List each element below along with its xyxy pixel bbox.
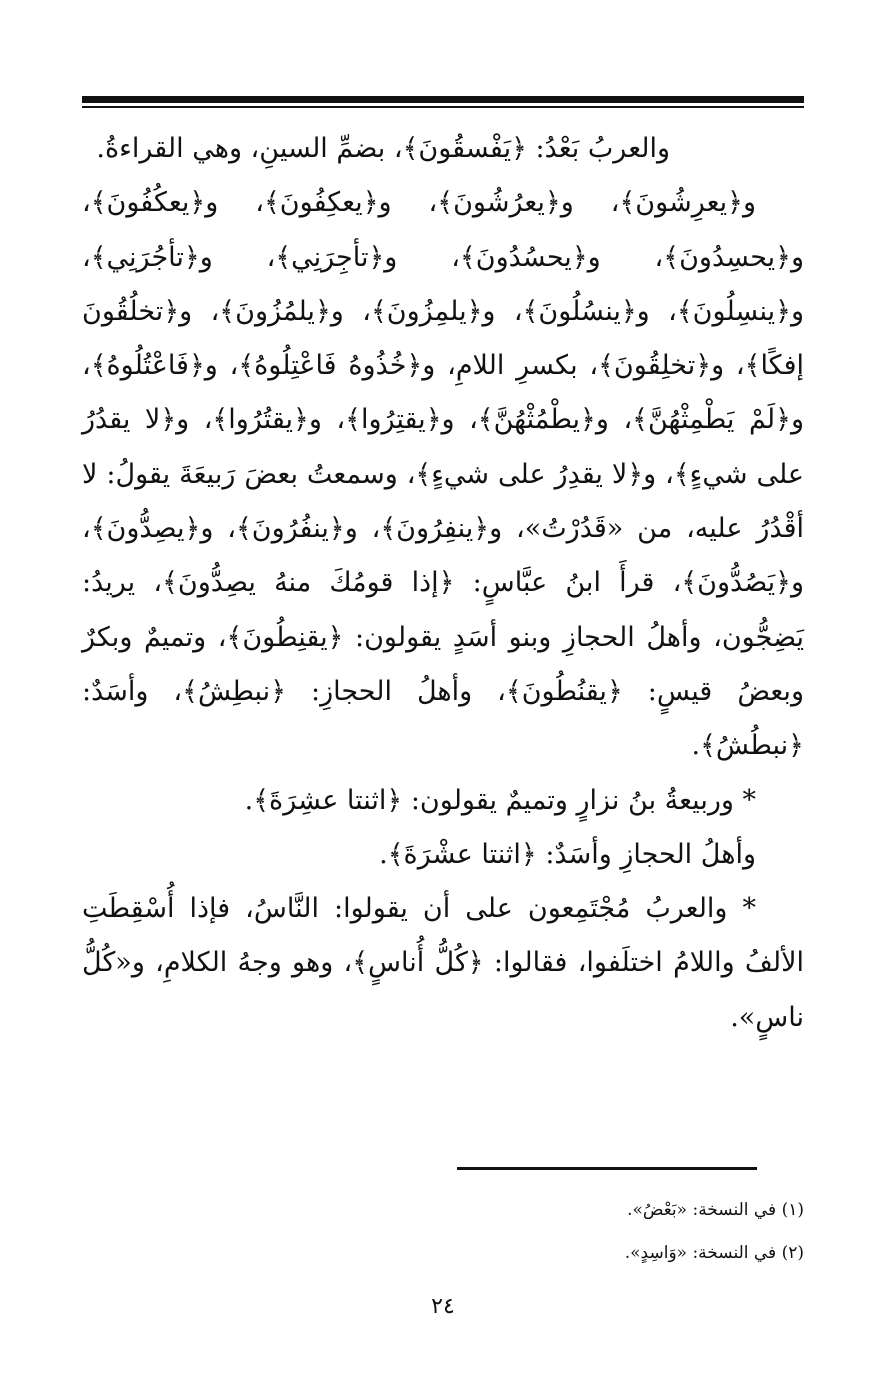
paragraph-1: والعربُ بَعْدُ: ﴿يَفْسقُونَ﴾، بضمِّ السينِ، وهي القراءةُ. [96, 133, 670, 164]
paragraph-2: و﴿يعرِشُونَ﴾، و﴿يعرُشُونَ﴾، و﴿يعكِفُونَ﴾، و﴿يعكُفُونَ﴾، و﴿يحسِدُونَ﴾، و﴿يحسُدُونَ﴾، و﴿تأجِرَنِي﴾، و﴿تأجُرَنِي﴾، و﴿ينسِلُونَ﴾، و﴿ينسُلُونَ﴾، و﴿يلمِزُونَ﴾، و﴿يلمُزُونَ﴾، و﴿تخلُقُونَ إفكًا﴾، و﴿تخلِقُونَ﴾، بكسرِ اللامِ، و﴿خُذُوهُ فَاعْتِلُوهُ﴾، و﴿فَاعْتُلُوهُ﴾، و﴿لَمْ يَطْمِثْهُنَّ﴾، و﴿يطْمُثْهُنَّ﴾، و﴿يقتِرُوا﴾، و﴿يقتُرُوا﴾، و﴿لا يقدُرُ على شيءٍ﴾، و﴿لا يقدِرُ على شيءٍ﴾، وسمعتُ بعضَ رَبيعَةَ يقولُ: لا أقْدُرُ عليه، من «قَدُرْتُ»، و﴿ينفِرُونَ﴾، و﴿ينفُرُونَ﴾، و﴿يصِدُّونَ﴾، و﴿يَصُدُّونَ﴾، قرأَ ابنُ عبَّاسٍ: ﴿إذا قومُكَ منهُ يصِدُّونَ﴾، يريدُ: يَضِجُّون، وأهلُ الحجازِ وبنو أسَدٍ يقولون: ﴿يقنِطُونَ﴾، وتميمٌ وبكرٌ وبعضُ قيسٍ: ﴿يقنُطُونَ﴾، وأهلُ الحجازِ: ﴿نبطِشُ﴾، وأسَدٌ: ﴿نبطُشُ﴾. [82, 187, 804, 762]
header-rule-thin [82, 106, 804, 108]
header-rule-thick [82, 96, 804, 103]
footnote-rule [457, 1167, 757, 1170]
paragraph-5: * والعربُ مُجْتَمِعون على أن يقولوا: النَّاسُ، فإذا أُسْقِطَتِ الألفُ واللامُ اختلَفوا، فقالوا: ﴿كُلُّ أُناسٍ﴾، وهو وجهُ الكلامِ، و«كُلُّ ناسٍ». [82, 893, 804, 1033]
main-text [82, 122, 804, 1045]
footnote-1: (١) في النسخة: «بَعْضُ». [627, 1200, 804, 1220]
footnotes [300, 1195, 804, 1281]
paragraph-3: * وربيعةُ بنُ نزارٍ وتميمٌ يقولون: ﴿اثنتا عشِرَةَ﴾. [244, 784, 756, 816]
page-number: ٢٤ [431, 1294, 455, 1319]
paragraph-4: وأهلُ الحجازِ وأسَدٌ: ﴿اثنتا عشْرَةَ﴾. [379, 838, 756, 870]
footnote-2: (٢) في النسخة: «وَاسِدٍ». [624, 1243, 804, 1263]
